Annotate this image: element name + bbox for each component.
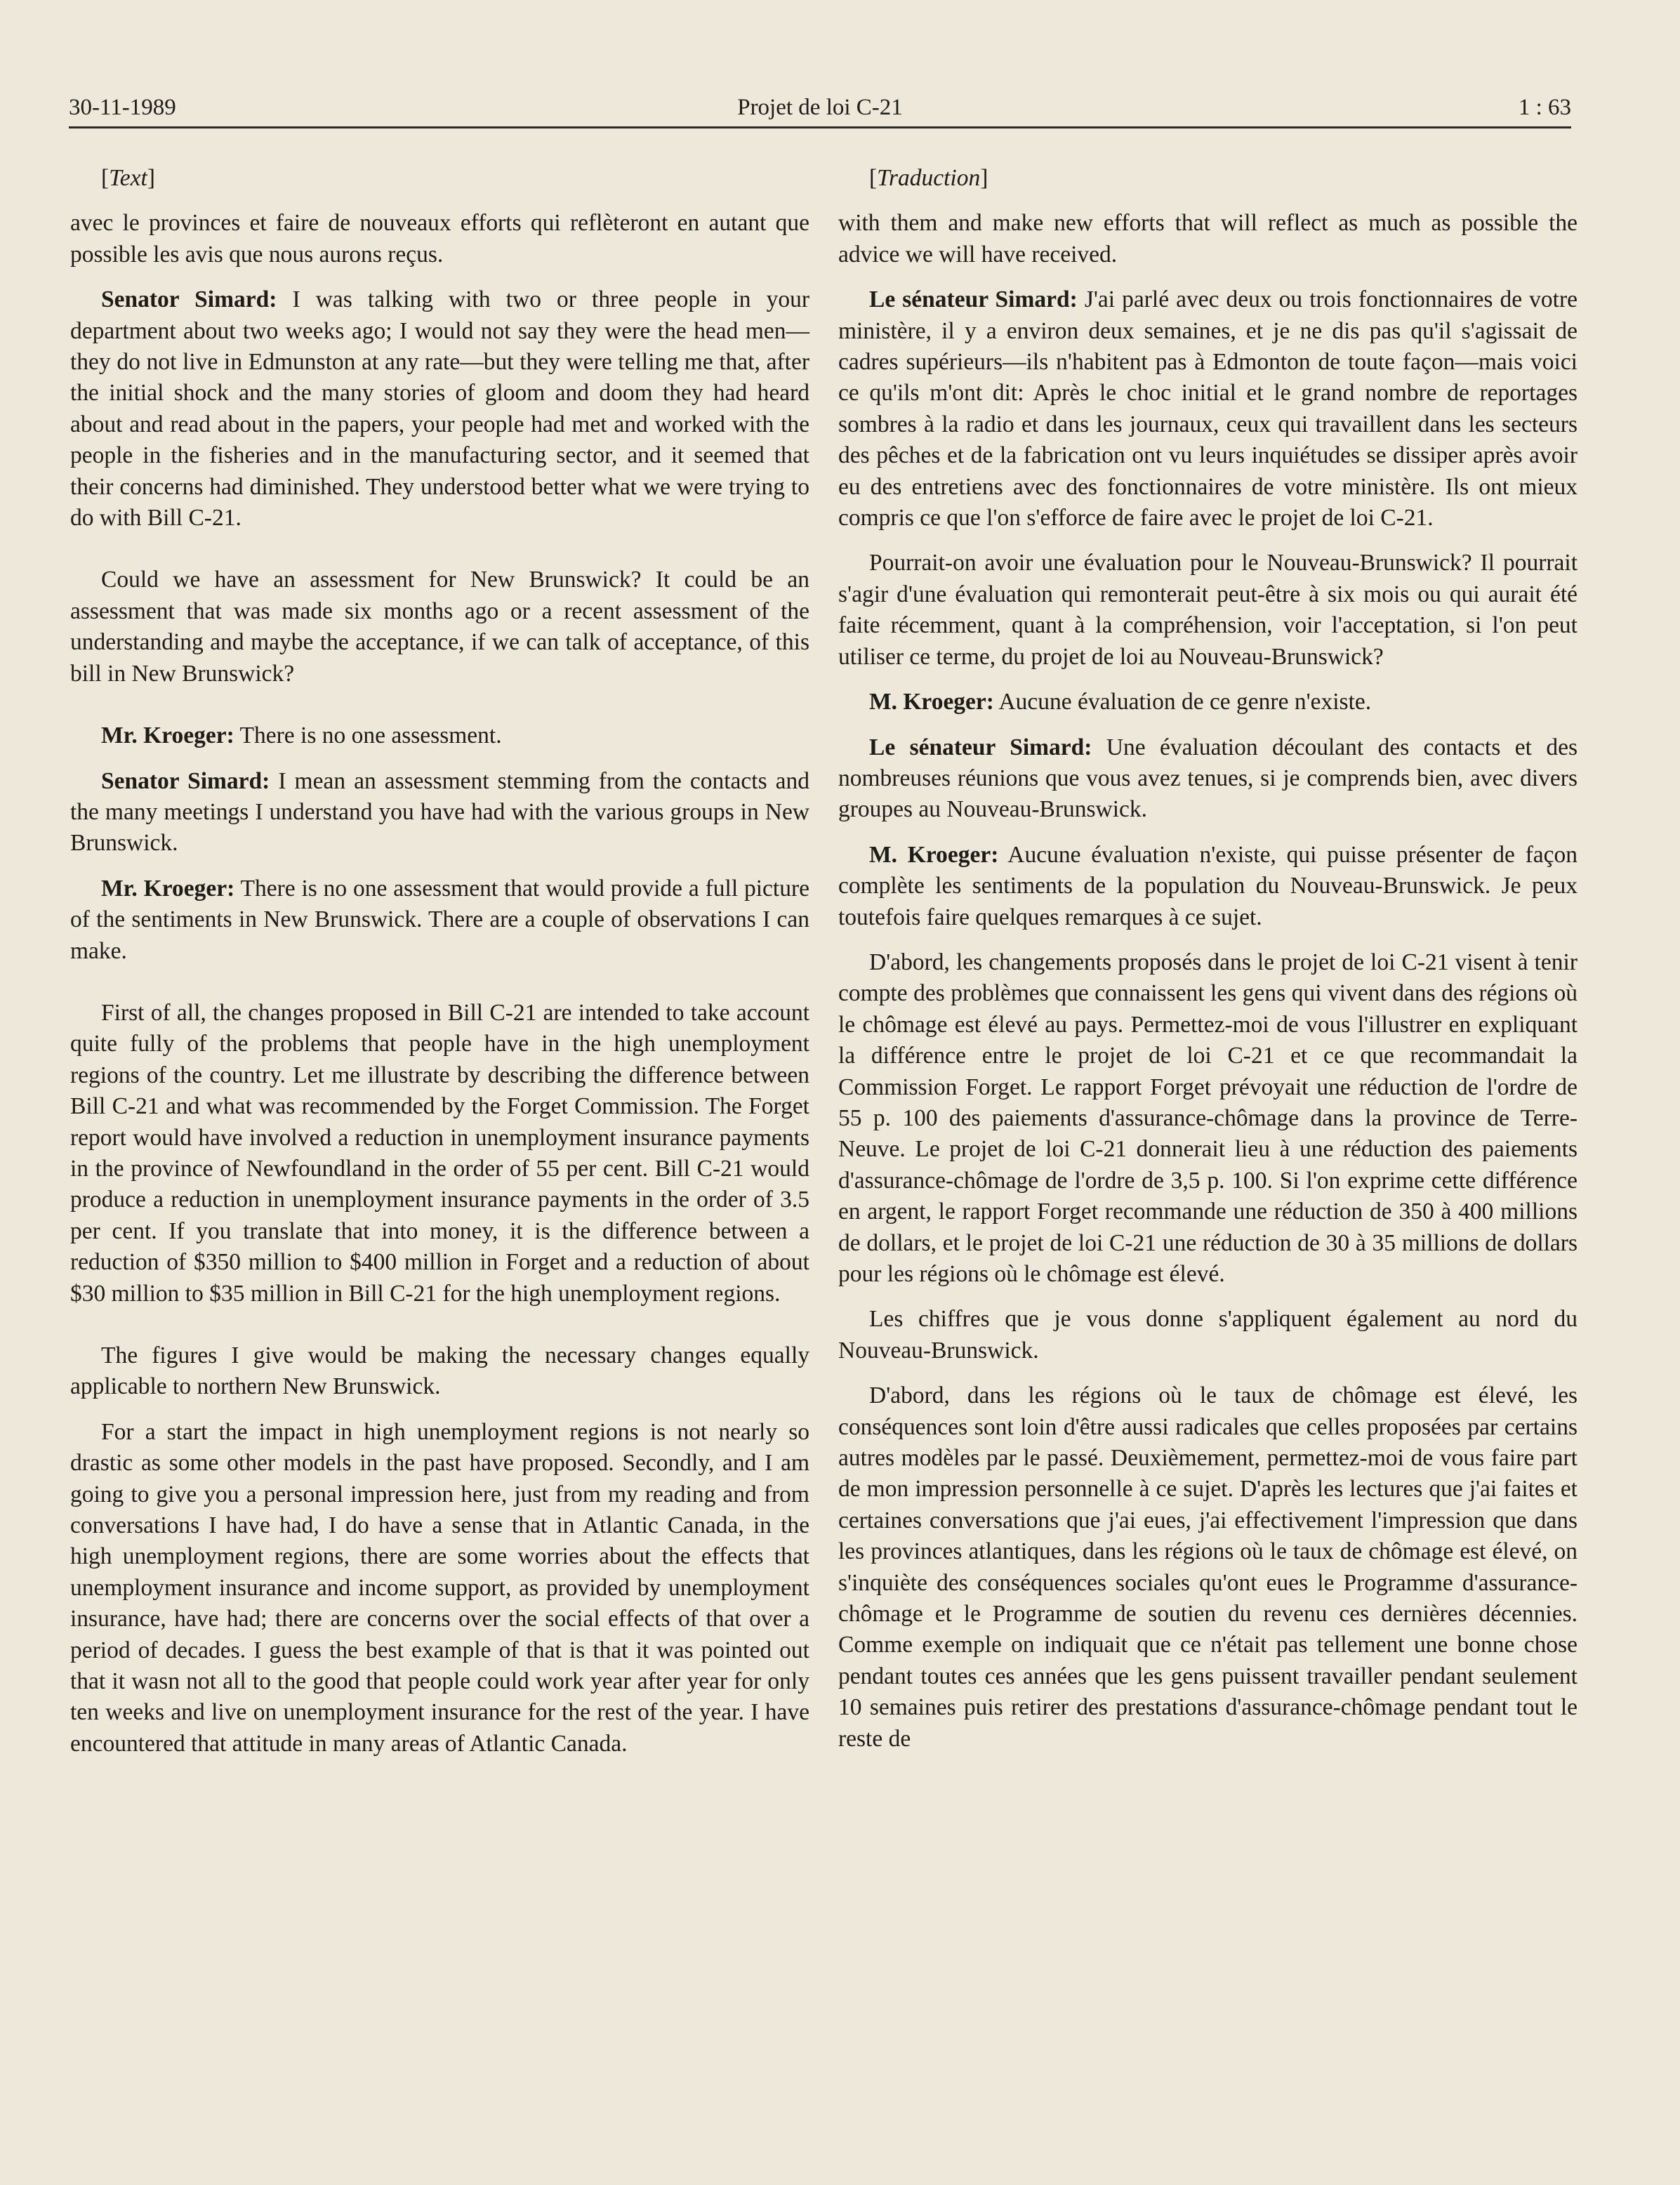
paragraph-text: Les chiffres que je vous donne s'appliquent également au nord du Nouveau-Brunswick. xyxy=(838,1306,1578,1364)
speaker-name: Mr. Kroeger: xyxy=(101,875,235,902)
speaker-name: Le sénateur Simard: xyxy=(869,286,1078,313)
header-page-number: 1 : 63 xyxy=(1518,95,1571,120)
paragraph xyxy=(838,947,1578,1290)
language-tag: [Traduction] xyxy=(869,165,988,191)
paragraph-text: J'ai parlé avec deux ou trois fonctionnaires de votre ministère, il y a environ deux semaines, et je ne dis pas qu'il s'agissait de cadres supérieurs—ils n'habitent pas à Edmonton de toute façon—mais voici ce qu'ils m'ont dit: Après le choc initial et le grand nombre de reportages sombres à la radio et dans les journaux, ceux qui travaillent dans les secteurs des pêches et de la fabrication ont vu leurs inquiétudes se dissiper après avoir eu des entretiens avec des fonctionnaires de votre ministère. Ils ont mieux compris ce que l'on s'efforce de faire avec le projet de loi C-21. xyxy=(838,286,1578,532)
paragraph xyxy=(70,873,809,967)
paragraph-text: Pourrait-on avoir une évaluation pour le Nouveau-Brunswick? Il pourrait s'agir d'une évaluation qui remonterait peut-être à six mois ou qui aurait été faite récemment, quant à la compréhension, voir l'acceptation, si l'on peut utiliser ce terme, du projet de loi au Nouveau-Brunswick? xyxy=(838,550,1578,670)
paragraph-text: with them and make new efforts that will reflect as much as possible the advice we will have received. xyxy=(838,210,1578,268)
paragraph-text: D'abord, les changements proposés dans le projet de loi C-21 visent à tenir compte des problèmes que connaissent les gens qui vivent dans des régions où le chômage est élevé au pays. Permettez-moi de vous l'illustrer en expliquant la différence entre le projet de loi C-21 et ce que recommandait la Commission Forget. Le rapport Forget prévoyait une réduction de l'ordre de 55 p. 100 des paiements d'assurance-chômage dans la province de Terre-Neuve. Le projet de loi C-21 donnerait lieu à une réduction des paiements d'assurance-chômage de l'ordre de 3,5 p. 100. Si l'on exprime cette différence en argent, le rapport Forget recommande une réduction de 350 à 400 millions de dollars, et le projet de loi C-21 une réduction de 30 à 35 millions de dollars pour les régions où le chômage est élevé. xyxy=(838,949,1578,1287)
paragraph-text: First of all, the changes proposed in Bill C-21 are intended to take account quite fully of the problems that people have in the high unemployment regions of the country. Let me illustrate by describing the difference between Bill C-21 and what was recommended by the Forget Commission. The Forget report would have involved a reduction in unemployment insurance payments in the province of Newfoundland in the order of 55 per cent. Bill C-21 would produce a reduction in unemployment insurance payments in the order of 3.5 per cent. If you translate that into money, it is the difference between a reduction of $350 million to $400 million in Forget and a reduction of about $30 million to $35 million in Bill C-21 for the high unemployment regions. xyxy=(70,999,809,1307)
paragraph xyxy=(838,732,1578,826)
paragraph xyxy=(838,208,1578,270)
paragraph-text: There is no one assessment that would provide a full picture of the sentiments in New Brunswick. There are a couple of observations I can make. xyxy=(70,875,809,964)
paragraph xyxy=(70,1340,809,1403)
speaker-name: Senator Simard: xyxy=(101,286,277,313)
english-column xyxy=(70,163,809,1774)
paragraph-text: Aucune évaluation n'existe, qui puisse présenter de façon complète les sentiments de la population du Nouveau-Brunswick. Je peux toutefois faire quelques remarques à ce sujet. xyxy=(838,841,1578,930)
paragraph xyxy=(838,1380,1578,1755)
paragraph xyxy=(70,766,809,859)
paragraph-text: For a start the impact in high unemployment regions is not nearly so drastic as some other models in the past have proposed. Secondly, and I am going to give you a personal impression here, just from my reading and from conversations I have had, I do have a sense that in Atlantic Canada, in the high unemployment regions, there are some worries about the effects that unemployment insurance and income support, as provided by unemployment insurance, have had; there are concerns over the social effects of that over a period of decades. I guess the best example of that is that it was pointed out that it wasn not all to the good that people could work year after year for only ten weeks and live on unemployment insurance for the rest of the year. I have encountered that attitude in many areas of Atlantic Canada. xyxy=(70,1418,809,1757)
paragraph xyxy=(838,284,1578,534)
paragraph-text: avec le provinces et faire de nouveaux efforts qui reflèteront en autant que possible les avis que nous aurons reçus. xyxy=(70,210,809,268)
paragraph-text: Une évaluation découlant des contacts et des nombreuses réunions que vous avez tenues, si je comprends bien, avec divers groupes au Nouveau-Brunswick. xyxy=(838,734,1578,823)
paragraph xyxy=(70,565,809,689)
paragraph-text: D'abord, dans les régions où le taux de chômage est élevé, les conséquences sont loin d'être aussi radicales que celles proposées par certains autres modèles par le passé. Deuxièmement, permettez-moi de vous faire part de mon impression personnelle à ce sujet. D'après les lectures que j'ai faites et certaines conversations que j'ai eues, j'ai effectivement l'impression que dans les provinces atlantiques, dans les régions où le taux de chômage est élevé, on s'inquiète des conséquences sociales qu'ont eues le Programme d'assurance-chômage et le Programme de soutien du revenu ces dernières décennies. Comme exemple on indiquait que ce n'était pas tellement une bonne chose pendant toutes ces années que les gens puissent travailler pendant seulement 10 semaines puis retirer des prestations d'assurance-chômage pendant tout le reste de xyxy=(838,1382,1578,1752)
paragraph-text: There is no one assessment. xyxy=(239,722,502,749)
speaker-name: M. Kroeger: xyxy=(869,841,999,868)
paragraph xyxy=(70,1417,809,1760)
paragraph-text: I was talking with two or three people in your department about two weeks ago; I would not say they were the head men—they do not live in Edmunston at any rate—but they were telling me that, after the initial shock and the many stories of gloom and doom they had heard about and read about in the papers, your people had met and worked with the people in the fisheries and in the manufacturing sector, and it seemed that their concerns had diminished. They understood better what we were trying to do with Bill C-21. xyxy=(70,286,809,532)
header-title: Projet de loi C-21 xyxy=(737,95,903,120)
paragraph-text: Aucune évaluation de ce genre n'existe. xyxy=(998,689,1372,715)
running-header xyxy=(69,83,1571,128)
speaker-name: M. Kroeger: xyxy=(869,689,994,715)
paragraph-text: The figures I give would be making the necessary changes equally applicable to northern New Brunswick. xyxy=(70,1342,809,1400)
paragraph xyxy=(838,1304,1578,1366)
language-tag-text: Traduction xyxy=(877,165,981,191)
paragraph xyxy=(70,284,809,534)
paragraph xyxy=(838,548,1578,673)
paragraph xyxy=(70,208,809,270)
paragraph xyxy=(838,840,1578,933)
paragraph-text: Could we have an assessment for New Brunswick? It could be an assessment that was made six months ago or a recent assessment of the understanding and maybe the acceptance, if we can talk of acceptance, of this bill in New Brunswick? xyxy=(70,567,809,687)
header-date: 30-11-1989 xyxy=(69,95,176,120)
paragraph xyxy=(838,687,1578,718)
paragraph-text: I mean an assessment stemming from the contacts and the many meetings I understand you have had with the various groups in New Brunswick. xyxy=(70,767,810,857)
language-tag-text: Text xyxy=(109,165,147,191)
paragraph xyxy=(70,720,809,751)
paragraph xyxy=(70,998,809,1309)
speaker-name: Le sénateur Simard: xyxy=(869,734,1092,760)
speaker-name: Mr. Kroeger: xyxy=(101,722,234,749)
language-tag: [Text] xyxy=(101,165,155,191)
speaker-name: Senator Simard: xyxy=(101,767,270,794)
french-column xyxy=(838,163,1578,1769)
